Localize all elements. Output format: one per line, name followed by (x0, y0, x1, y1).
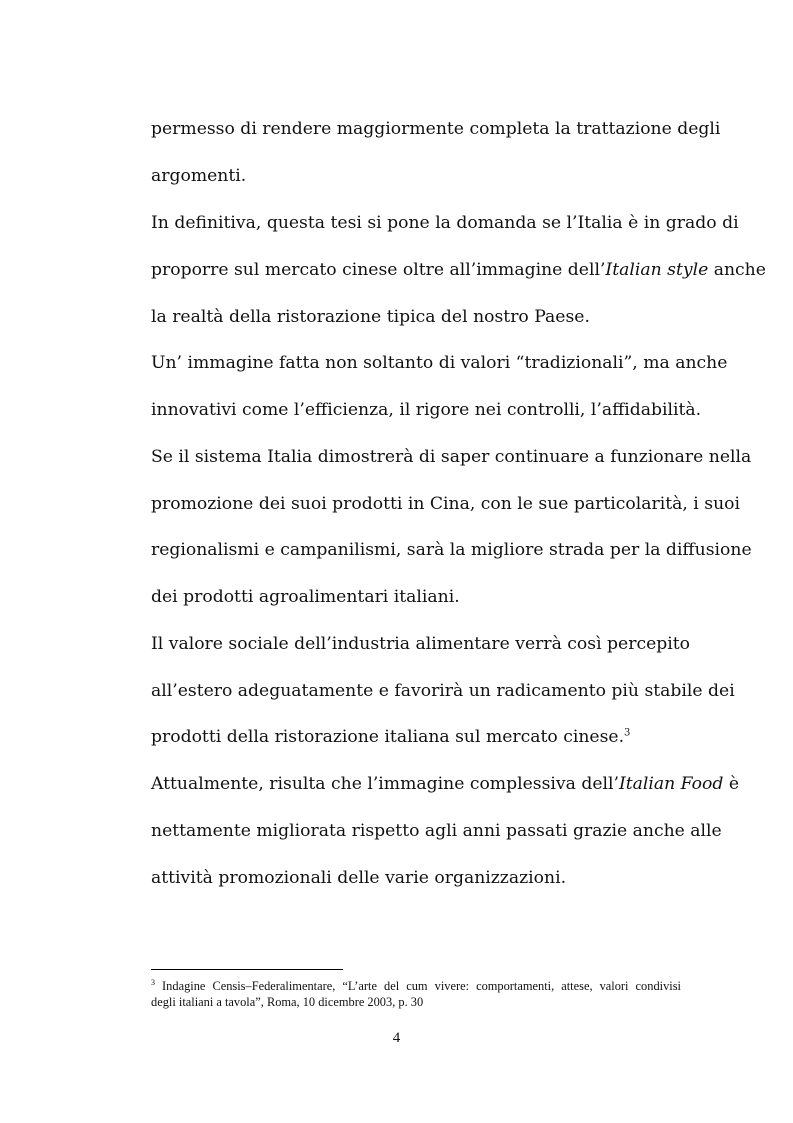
text-line: all’estero adeguatamente e favorirà un radicamento più stabile dei (151, 681, 735, 701)
text-line: nettamente migliorata rispetto agli anni passati grazie anche alle (151, 821, 722, 841)
text-line: promozione dei suoi prodotti in Cina, con le sue particolarità, i suoi (151, 494, 740, 514)
text-line: Un’ immagine fatta non soltanto di valori “tradizionali”, ma anche (151, 353, 728, 373)
footnote-ref: 3 (624, 727, 631, 739)
text-line: la realtà della ristorazione tipica del nostro Paese. (151, 307, 590, 327)
footnote-line: degli italiani a tavola”, Roma, 10 dicembre 2003, p. 30 (151, 995, 424, 1009)
text-line: dei prodotti agroalimentari italiani. (151, 587, 460, 607)
page-number: 4 (392, 1030, 401, 1046)
text-line: permesso di rendere maggiormente completa la trattazione degli (151, 119, 721, 139)
text-line: Se il sistema Italia dimostrerà di saper continuare a funzionare nella (151, 447, 752, 467)
footnote-line: Indagine Censis–Federalimentare, “L’arte del cum vivere: comportamenti, attese, valori condivisi (155, 979, 681, 993)
text-line: innovativi come l’efficienza, il rigore nei controlli, l’affidabilità. (151, 400, 702, 420)
text-line: Il valore sociale dell’industria alimentare verrà così percepito (151, 634, 690, 654)
footnote-marker: 3 (151, 977, 155, 987)
text-line: In definitiva, questa tesi si pone la domanda se l’Italia è in grado di (151, 213, 739, 233)
text-line: Attualmente, risulta che l’immagine complessiva dell’Italian Food è (151, 774, 740, 794)
text-line: proporre sul mercato cinese oltre all’immagine dell’Italian style anche (151, 260, 766, 280)
text-line: regionalismi e campanilismi, sarà la migliore strada per la diffusione (151, 540, 752, 560)
footnote (151, 978, 681, 1010)
footnote-separator (151, 969, 343, 970)
text-line: prodotti della ristorazione italiana sul mercato cinese.$^3$ (151, 727, 631, 747)
text-line: attività promozionali delle varie organizzazioni. (151, 868, 567, 888)
text-line: argomenti. (151, 166, 247, 186)
